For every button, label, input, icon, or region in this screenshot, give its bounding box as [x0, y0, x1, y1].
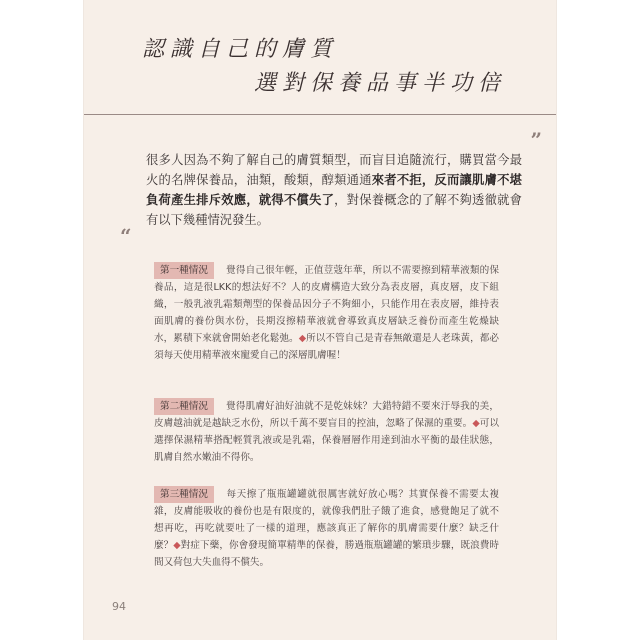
page-number: 94: [112, 600, 126, 613]
case-2-tag: 第二種情況: [154, 398, 214, 415]
closing-quote-mark: ”: [530, 128, 542, 152]
case-1-text: 覺得自己很年輕，正值荳蔻年華，所以不需要擦到精華液類的保養品，這是很LKK的想法好不？人的皮膚構造大致分為表皮層，真皮層，皮下組織，一般乳液乳霜類劑型的保養品因分子不夠細小，只能作用在表皮層，維持表面肌膚的養份與水份，長期沒擦精華液就會導致真皮層缺乏養份而產生乾燥缺水，累積下來就會開始老化鬆弛。: [154, 265, 499, 344]
case-3: [154, 486, 499, 571]
case-3-tag: 第三種情況: [154, 486, 214, 503]
book-page: [84, 0, 556, 640]
case-1-tag: 第一種情況: [154, 262, 214, 279]
title-line-2: 選對保養品事半功倍: [254, 71, 507, 96]
title-line-1: 認識自己的膚質: [142, 37, 339, 62]
header-divider: [84, 114, 556, 115]
diamond-icon: ◆: [298, 333, 307, 344]
opening-quote-mark: “: [120, 224, 132, 248]
case-3-text: 每天擦了瓶瓶罐罐就很厲害就好放心嗎？其實保養不需要太複雜，皮膚能吸收的養份也是有限度的，就像我們肚子餓了進食，感覺飽足了就不想再吃，再吃就要吐了一樣的道理，應該真正了解你的肌膚需要什麼？缺乏什麼？: [154, 489, 499, 551]
diamond-icon: ◆: [472, 418, 480, 429]
case-2-text: 覺得肌膚好油好油就不是乾妹妹？大錯特錯不要來汙辱我的美，皮膚越油就是越缺乏水份，所以千萬不要盲目的控油，忽略了保濕的重要。: [154, 401, 499, 429]
case-1-advice: 所以不管自己是青春無敵還是人老珠黃，都必須每天使用精華液來寵愛自己的深層肌膚喔！: [154, 333, 500, 361]
page-header: [84, 0, 556, 115]
case-2: [154, 398, 499, 466]
intro-text-start: 很多人因為不夠了解自己的膚質類型，而盲目追隨流行，購買當今最火的名牌保養品，油類，酸類，醇類通通: [146, 153, 522, 187]
intro-text-end: ，對保養概念的了解不夠透徹就會有以下幾種情況發生。: [146, 193, 522, 227]
case-3-advice: 對症下藥，你會發現簡單精準的保養，勝過瓶瓶罐罐的繁瑣步驟，既浪費時間又荷包大失血得不償失。: [154, 540, 499, 568]
intro-emphasis: 來者不拒，反而讓肌膚不堪負荷產生排斥效應，就得不償失了: [146, 173, 522, 207]
case-1: [154, 262, 499, 364]
diamond-icon: ◆: [173, 540, 181, 551]
intro-paragraph: [146, 150, 522, 230]
case-2-advice: 可以選擇保濕精華搭配輕質乳液或是乳霜，保養層層作用達到油水平衡的最佳狀態，肌膚自然水嫩油不得你。: [154, 418, 500, 463]
